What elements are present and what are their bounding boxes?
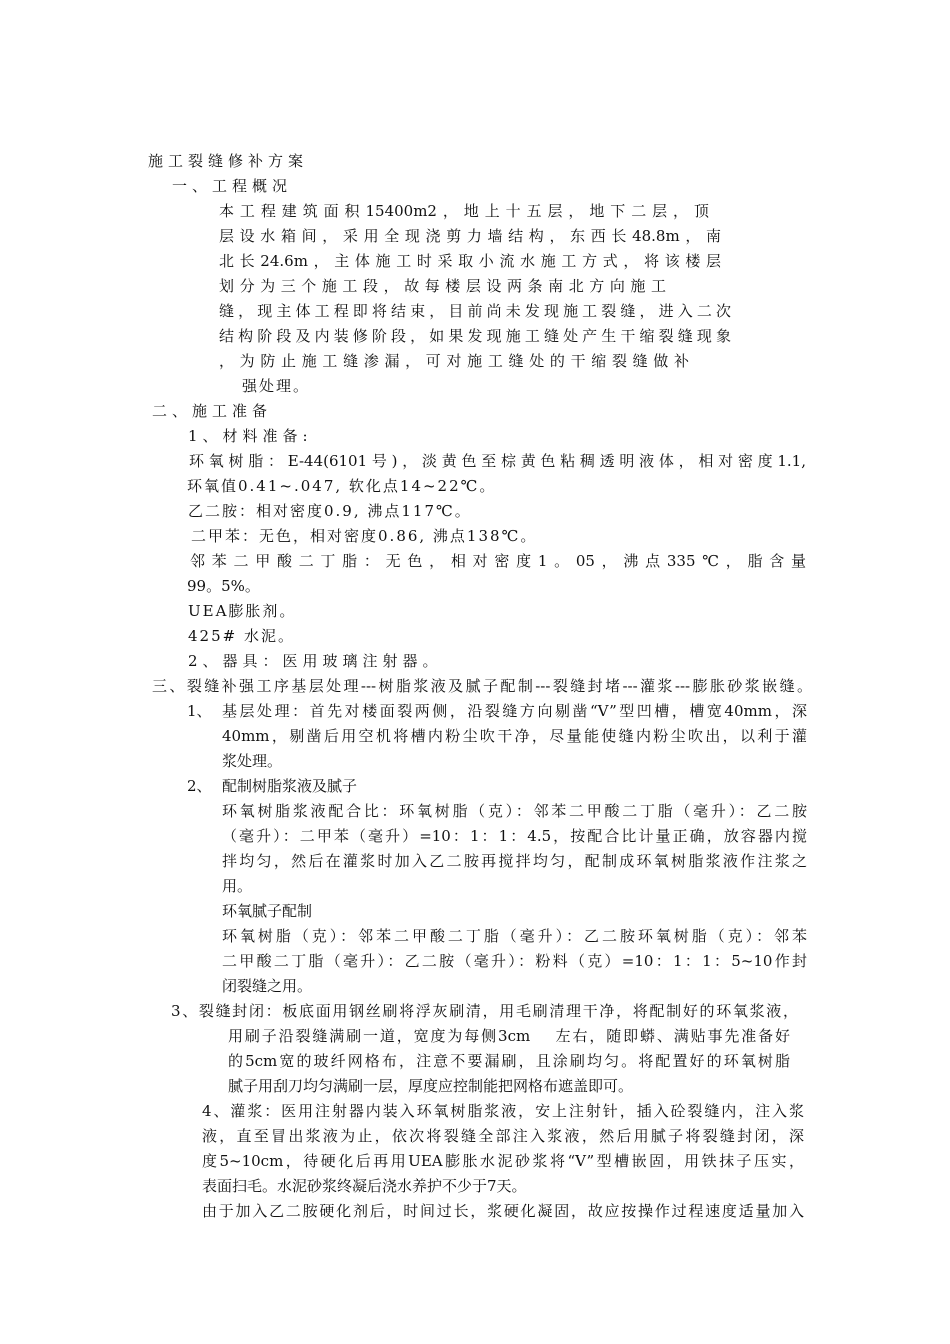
paragraph-line: 北长24.6m，主体施工时采取小流水施工方式，将该楼层 — [219, 252, 721, 270]
section-1-heading: 一、工程概况 — [172, 177, 293, 195]
material-line: 环氧值0.41~.047, 软化点14~22℃。 — [187, 477, 497, 495]
item-4-line: 液，直至冒出浆液为止，依次将裂缝全部注入浆液，然后用腻子将裂缝封闭，深 — [202, 1127, 804, 1145]
paragraph-line: 划分为三个施工段，故每楼层设两条南北方向施工 — [219, 277, 666, 295]
item-4-line: 由于加入乙二胺硬化剂后，时间过长，浆硬化凝固，故应按操作过程速度适量加入 — [202, 1202, 804, 1220]
item-2-line: 闭裂缝之用。 — [222, 977, 313, 995]
item-3-line: 的5cm宽的玻纤网格布，注意不要漏刷，且涂刷均匀。将配置好的环氧树脂 — [228, 1052, 790, 1070]
material-line: 环氧树脂：E-44(6101号)，淡黄色至棕黄色粘稠透明液体，相对密度1.1, — [189, 452, 806, 470]
material-line: 二甲苯：无色，相对密度0.86, 沸点138℃。 — [191, 527, 538, 545]
item-4-line: 表面扫毛。水泥砂浆终凝后浇水养护不少于7天。 — [202, 1177, 527, 1195]
material-line: 乙二胺：相对密度0.9, 沸点117℃。 — [188, 502, 472, 520]
subsection-materials-heading: 1、材料准备: — [188, 427, 313, 445]
paragraph-line: 强处理。 — [242, 377, 311, 395]
section-3-heading: 三、裂缝补强工序基层处理---树脂浆液及腻子配制---裂缝封堵---灌浆---膨胀砂浆嵌缝。 — [152, 677, 812, 695]
paragraph-line: 本工程建筑面积15400m2，地上十五层，地下二层，顶 — [219, 202, 709, 220]
item-3-line: 腻子用刮刀均匀满刷一层，厚度应控制能把网格布遮盖即可。 — [228, 1077, 634, 1095]
material-line: 99。5%。 — [187, 577, 260, 595]
item-2-line: 拌均匀，然后在灌浆时加入乙二胺再搅拌均匀，配制成环氧树脂浆液作注浆之 — [222, 852, 807, 870]
paragraph-line: ，为防止施工缝渗漏，可对施工缝处的干缩裂缝做补 — [219, 352, 689, 370]
document-title: 施工裂缝修补方案 — [148, 152, 309, 170]
item-3-line: 用刷子沿裂缝满刷一道，宽度为每侧3cm 左右，随即蟒、满贴事先准备好 — [228, 1027, 790, 1045]
item-2-line: 环氧腻子配制 — [222, 902, 313, 920]
item-4-line: 度5~10cm，待硬化后再用UEA膨胀水泥砂浆将“V”型槽嵌固，用铁抹子压实， — [202, 1152, 804, 1170]
subsection-tools: 2、器具：医用玻璃注射器。 — [188, 652, 443, 670]
item-2-line: 环氧树脂（克）：邻苯二甲酸二丁脂（毫升）：乙二胺环氧树脂（克）：邻苯 — [222, 927, 807, 945]
item-2-line: 二甲酸二丁脂（毫升）：乙二胺（毫升）：粉料（克）=10：1：1：5~10作封 — [222, 952, 807, 970]
item-1-line: 基层处理：首先对楼面裂两侧，沿裂缝方向剔凿“V”型凹槽，槽宽40mm，深 — [222, 702, 807, 720]
item-1-line: 浆处理。 — [222, 752, 283, 770]
item-2-number: 2、 — [187, 777, 212, 795]
item-1-line: 40mm，剔凿后用空机将槽内粉尘吹干净，尽量能使缝内粉尘吹出，以利于灌 — [222, 727, 807, 745]
item-4-line: 4、灌浆：医用注射器内装入环氧树脂浆液，安上注射针，插入砼裂缝内，注入浆 — [202, 1102, 804, 1120]
paragraph-line: 缝，现主体工程即将结束，目前尚未发现施工裂缝，进入二次 — [219, 302, 731, 320]
item-2-title: 配制树脂浆液及腻子 — [222, 777, 358, 795]
item-2-line: 用。 — [222, 877, 253, 895]
paragraph-line: 结构阶段及内装修阶段，如果发现施工缝处产生干缩裂缝现象 — [219, 327, 731, 345]
material-line: 425# 水泥。 — [188, 627, 295, 645]
item-2-line: （毫升）：二甲苯（毫升）=10：1：1：4.5，按配合比计量正确，放容器内搅 — [222, 827, 807, 845]
material-line: UEA膨胀剂。 — [188, 602, 297, 620]
item-3-line: 3、裂缝封闭：板底面用钢丝刷将浮灰刷清，用毛刷清理干净，将配制好的环氧浆液， — [171, 1002, 798, 1020]
item-1-number: 1、 — [187, 702, 212, 720]
paragraph-line: 层设水箱间，采用全现浇剪力墙结构，东西长48.8m，南 — [219, 227, 721, 245]
item-2-line: 环氧树脂浆液配合比：环氧树脂（克）：邻苯二甲酸二丁脂（毫升）：乙二胺 — [222, 802, 807, 820]
material-line: 邻苯二甲酸二丁脂：无色，相对密度1。05，沸点335℃，脂含量 — [190, 552, 806, 570]
section-2-heading: 二、施工准备 — [152, 402, 273, 420]
